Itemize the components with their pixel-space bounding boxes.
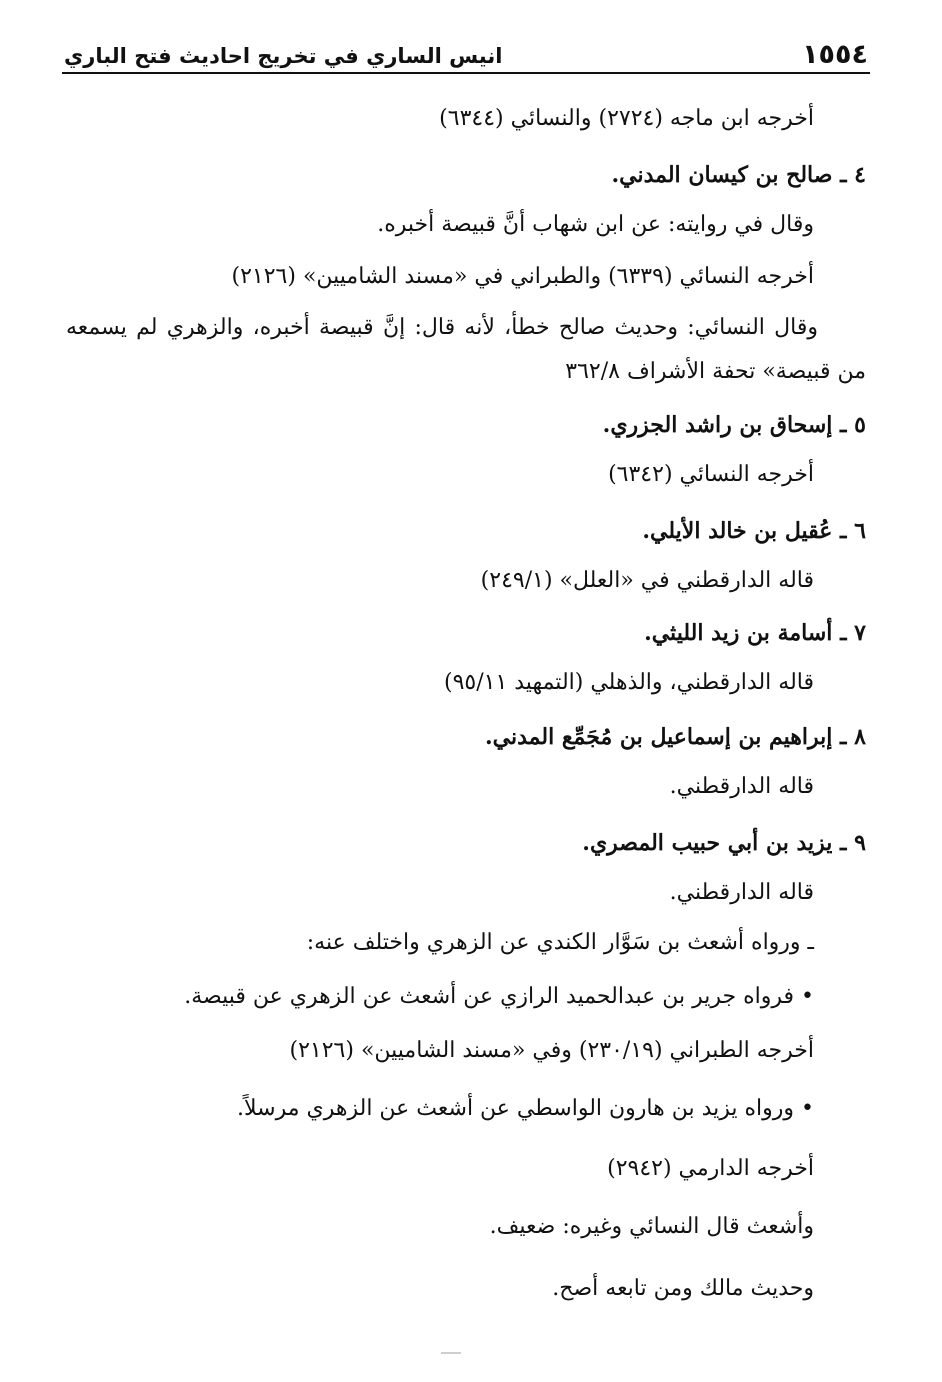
text-line: أخرجه الطبراني (٢٣٠/١٩) وفي «مسند الشاميين» (٢١٢٦) bbox=[289, 1038, 814, 1063]
text-line: أخرجه النسائي (٦٣٣٩) والطبراني في «مسند الشاميين» (٢١٢٦) bbox=[231, 264, 814, 289]
numbered-item: ٥ ـ إسحاق بن راشد الجزري. bbox=[602, 412, 866, 438]
text-line: وحديث مالك ومن تابعه أصح. bbox=[552, 1276, 814, 1301]
text-line: قاله الدارقطني. bbox=[669, 774, 814, 799]
bullet-line: • فرواه جرير بن عبدالحميد الرازي عن أشعث عن الزهري عن قبيصة. bbox=[184, 984, 814, 1009]
text-line: قاله الدارقطني. bbox=[669, 880, 814, 905]
numbered-item: ٤ ـ صالح بن كيسان المدني. bbox=[611, 162, 866, 188]
text-line: وقال في روايته: عن ابن شهاب أنَّ قبيصة أخبره. bbox=[377, 212, 814, 237]
numbered-item: ٧ ـ أسامة بن زيد الليثي. bbox=[644, 620, 866, 646]
running-title: انيس الساري في تخريج احاديث فتح الباري bbox=[64, 44, 503, 68]
page-header bbox=[62, 38, 870, 74]
text-line: أخرجه ابن ماجه (٢٧٢٤) والنسائي (٦٣٤٤) bbox=[439, 106, 814, 131]
numbered-item: ٦ ـ عُقيل بن خالد الأيلي. bbox=[642, 518, 866, 544]
text-line: ـ ورواه أشعث بن سَوَّار الكندي عن الزهري واختلف عنه: bbox=[306, 930, 814, 955]
page-number: ١٥٥٤ bbox=[802, 39, 868, 70]
footer-mark bbox=[441, 1352, 461, 1354]
text-line: أخرجه النسائي (٦٣٤٢) bbox=[608, 462, 814, 487]
text-line: أخرجه الدارمي (٢٩٤٢) bbox=[607, 1156, 814, 1181]
numbered-item: ٨ ـ إبراهيم بن إسماعيل بن مُجَمِّع المدني. bbox=[484, 724, 866, 750]
bullet-line: • ورواه يزيد بن هارون الواسطي عن أشعث عن الزهري مرسلاً. bbox=[237, 1096, 814, 1121]
text-line: قاله الدارقطني، والذهلي (التمهيد ٩٥/١١) bbox=[443, 670, 814, 695]
text-line: وأشعث قال النسائي وغيره: ضعيف. bbox=[489, 1214, 814, 1239]
text-paragraph: وقال النسائي: وحديث صالح خطأ، لأنه قال: إنَّ قبيصة أخبره، والزهري لم يسمعه من قبيصة» تحفة الأشراف ٣٦٢/٨ bbox=[66, 315, 866, 384]
numbered-item: ٩ ـ يزيد بن أبي حبيب المصري. bbox=[582, 830, 866, 856]
text-line: قاله الدارقطني في «العلل» (٢٤٩/١) bbox=[480, 568, 814, 593]
